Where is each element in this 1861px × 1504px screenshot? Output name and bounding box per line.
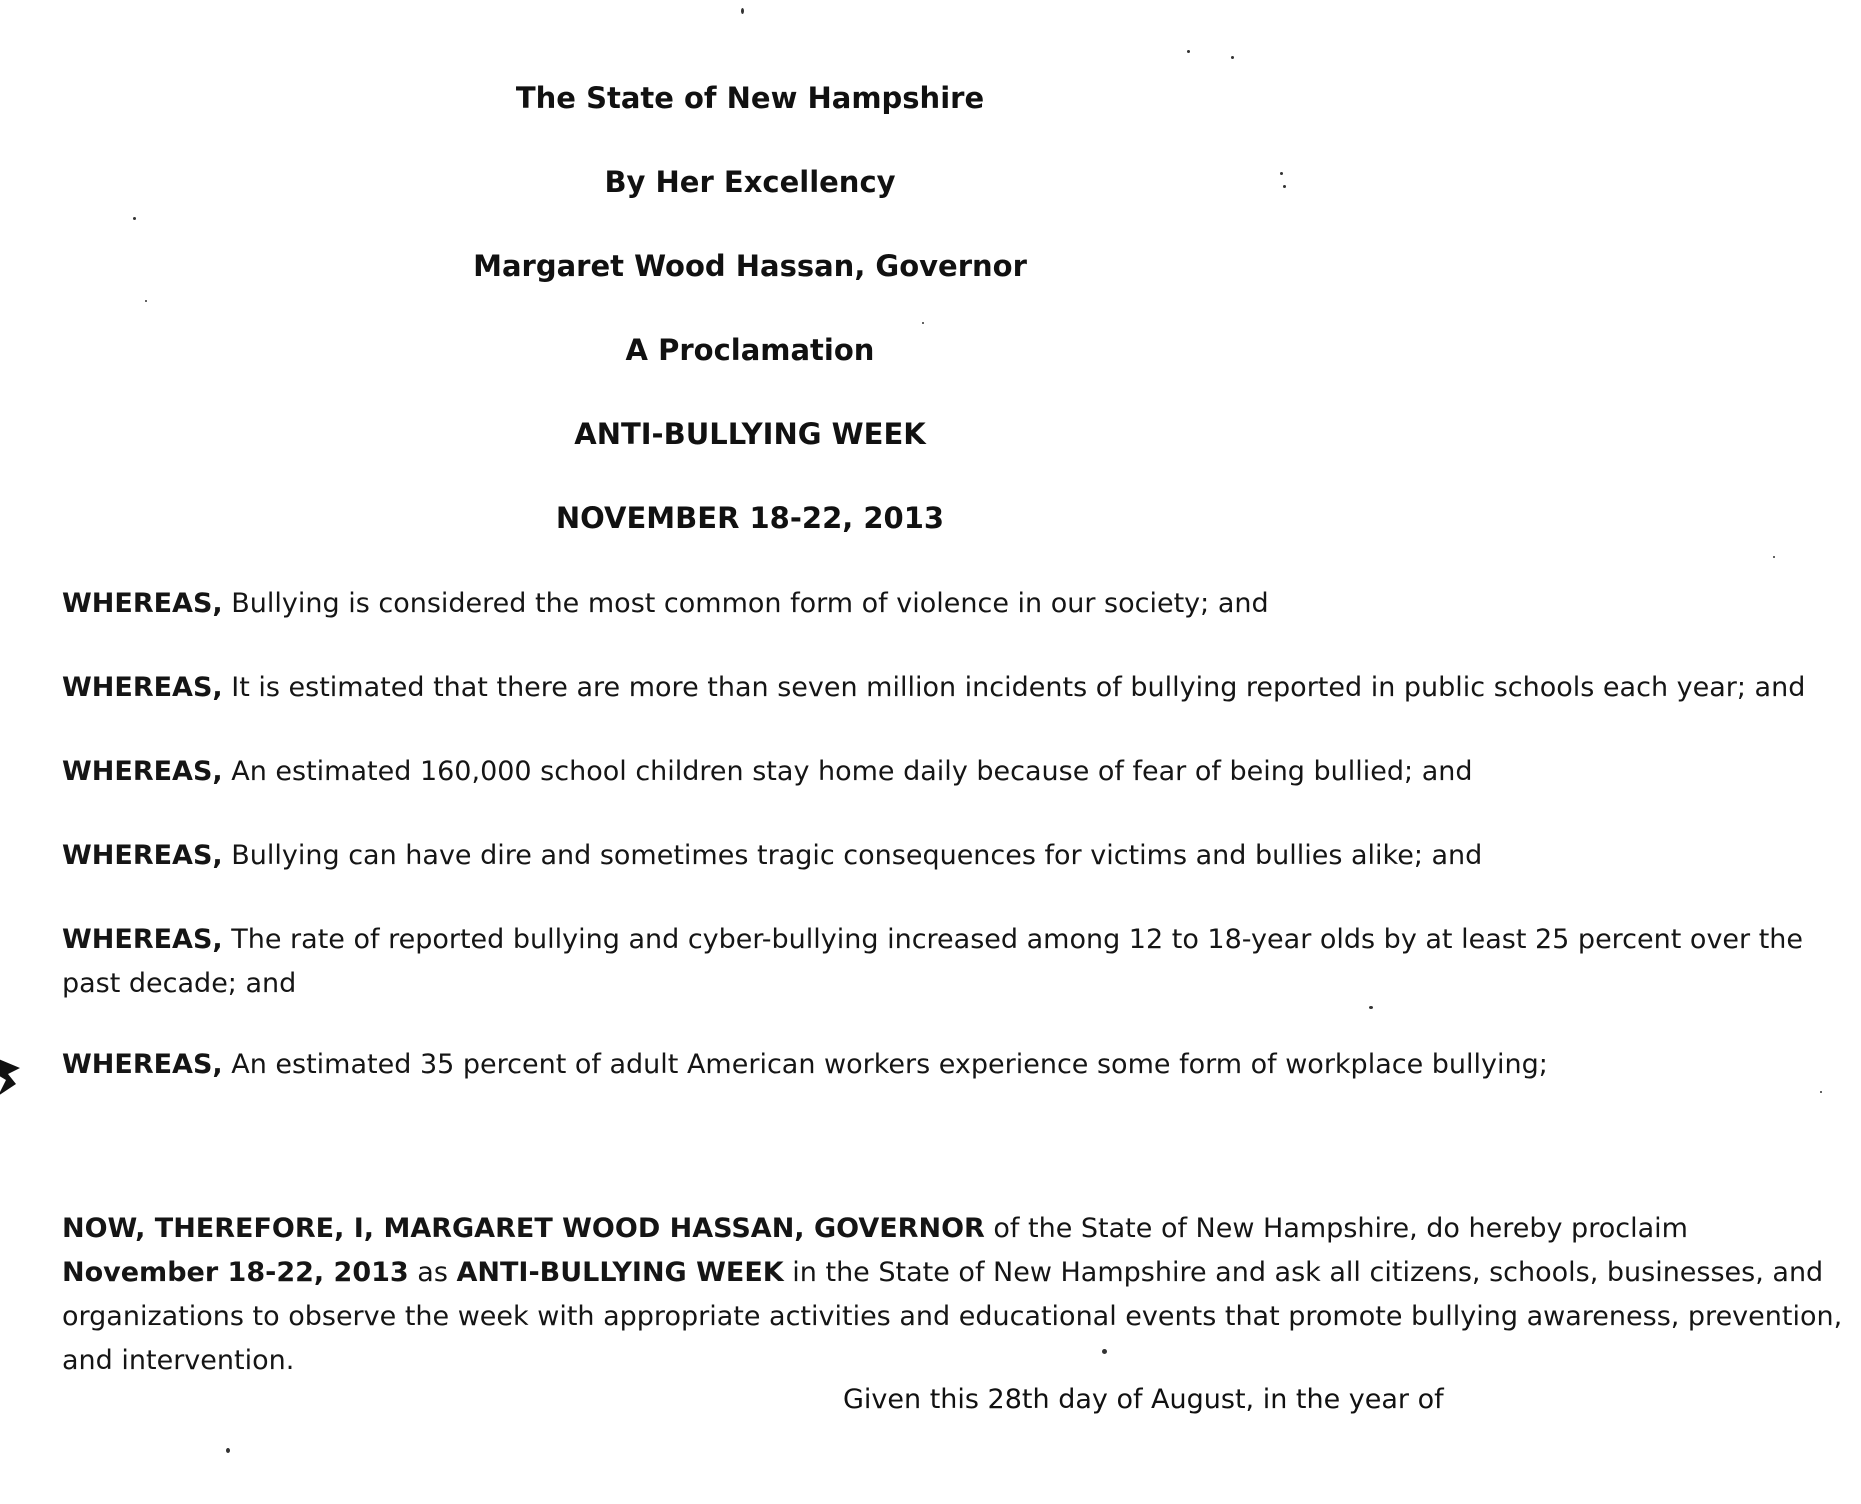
- scan-speck: [1187, 50, 1190, 53]
- scan-speck: [145, 300, 147, 302]
- scan-speck: [1820, 1091, 1822, 1093]
- scan-speck: [1369, 1006, 1373, 1009]
- whereas-clause: [62, 1043, 1852, 1087]
- whereas-clause: [62, 834, 1852, 878]
- by-her-excellency: By Her Excellency: [604, 165, 896, 199]
- whereas-keyword: WHEREAS,: [62, 588, 223, 619]
- given-date-line: Given this 28th day of August, in the year of: [843, 1384, 1444, 1415]
- whereas-text: The rate of reported bullying and cyber-bullying increased among 12 to 18-year olds by at least 25 percent over the past decade; and: [62, 924, 1804, 999]
- scan-speck: [133, 217, 136, 220]
- whereas-keyword: WHEREAS,: [62, 840, 223, 871]
- scan-speck: [1283, 185, 1286, 188]
- scan-speck: [1773, 556, 1775, 558]
- proclamation-lead: NOW, THEREFORE, I, MARGARET WOOD HASSAN, GOVERNOR: [62, 1213, 985, 1244]
- scan-speck: [226, 1448, 230, 1453]
- whereas-keyword: WHEREAS,: [62, 924, 223, 955]
- proclamation-text: as: [408, 1257, 457, 1288]
- whereas-keyword: WHEREAS,: [62, 1049, 223, 1080]
- scan-speck: [1102, 1349, 1107, 1354]
- whereas-text: It is estimated that there are more than seven million incidents of bullying reported in public schools each year; and: [231, 672, 1806, 703]
- proclamation-text: in the State of New Hampshire and ask all citizens, schools, businesses, and organizations to observe the week with appropriate activities and educational events that promote bullying awareness, prevention, and intervention.: [62, 1257, 1843, 1376]
- governor-name: Margaret Wood Hassan, Governor: [473, 249, 1027, 283]
- proclamation-body: [62, 1207, 1852, 1383]
- whereas-text: An estimated 160,000 school children stay home daily because of fear of being bullied; and: [231, 756, 1473, 787]
- scan-speck: [1280, 172, 1283, 175]
- proclamation-dates: NOVEMBER 18-22, 2013: [555, 501, 945, 535]
- proclamation-date: November 18-22, 2013: [62, 1257, 409, 1288]
- proclamation-week: ANTI-BULLYING WEEK: [456, 1257, 784, 1288]
- whereas-keyword: WHEREAS,: [62, 672, 223, 703]
- whereas-clause: [62, 750, 1852, 794]
- scan-speck: [741, 8, 744, 14]
- whereas-text: An estimated 35 percent of adult American workers experience some form of workplace bullying;: [231, 1049, 1548, 1080]
- whereas-clause: [62, 918, 1852, 1006]
- proclamation-text: of the State of New Hampshire, do hereby proclaim: [984, 1213, 1688, 1244]
- whereas-clause: [62, 582, 1852, 626]
- proclamation-title: ANTI-BULLYING WEEK: [574, 417, 926, 451]
- whereas-text: Bullying is considered the most common form of violence in our society; and: [231, 588, 1269, 619]
- state-heading: The State of New Hampshire: [515, 81, 985, 115]
- proclamation-label: A Proclamation: [625, 333, 875, 367]
- scan-speck: [1231, 56, 1234, 59]
- whereas-clause: [62, 666, 1852, 710]
- scan-speck: [922, 322, 924, 324]
- whereas-keyword: WHEREAS,: [62, 756, 223, 787]
- margin-arrow-mark: [0, 1050, 24, 1100]
- whereas-text: Bullying can have dire and sometimes tragic consequences for victims and bullies alike; and: [231, 840, 1483, 871]
